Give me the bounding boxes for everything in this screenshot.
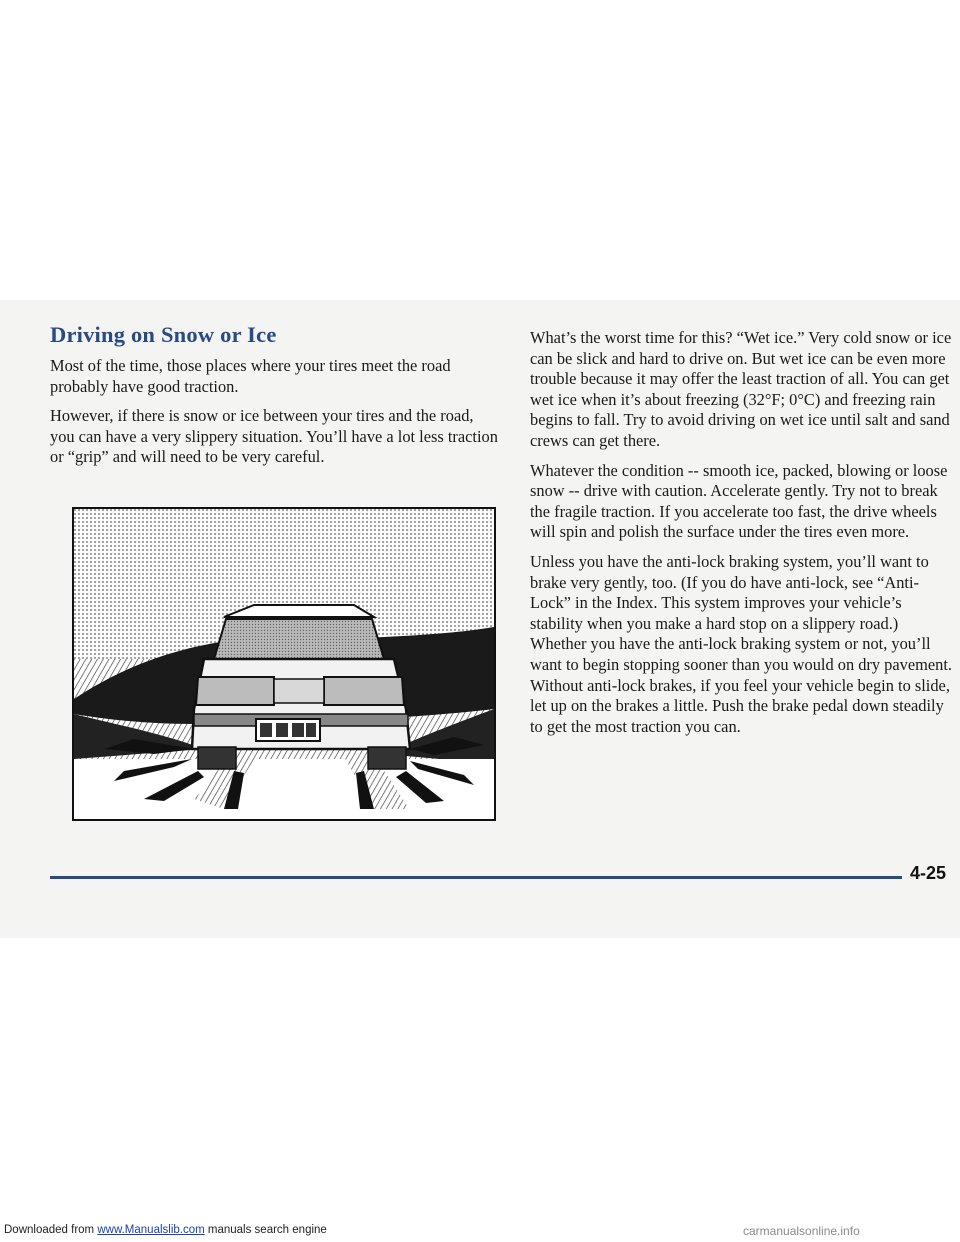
right-column bbox=[530, 328, 954, 746]
page-number: 4-25 bbox=[910, 863, 947, 883]
footer-prefix: Downloaded from bbox=[4, 1224, 98, 1236]
section-title: Driving on Snow or Ice bbox=[50, 322, 277, 347]
right-paragraph-2: Whatever the condition -- smooth ice, packed, blowing or loose snow -- drive with caution. Accelerate gently. Try not to break the fragile traction. If you accelerate too fast, the drive wheels will spin and polish the surface under the tires even more. bbox=[530, 460, 948, 542]
left-paragraph-1: Most of the time, those places where your tires meet the road probably have good traction. bbox=[50, 356, 451, 396]
right-paragraph-3: Unless you have the anti-lock braking system, you’ll want to brake very gently, too. (If you do have anti-lock, see “Anti-Lock” in the Index. This system improves your vehicle’s stability when you make a hard stop on a slippery road.) Whether you have the anti-lock braking system or not, you’ll want to begin stopping sooner than you would on dry pavement. Without anti-lock brakes, if you feel your vehicle begin to slide, let up on the brakes a little. Push the brake pedal down steadily to get the most traction you can. bbox=[530, 551, 952, 736]
download-footer bbox=[4, 1224, 327, 1236]
page-bottom-rule bbox=[50, 876, 902, 879]
left-column bbox=[50, 322, 500, 477]
right-paragraph-1: What’s the worst time for this? “Wet ice.” Very cold snow or ice can be slick and hard to drive on. But wet ice can be even more trouble because it may offer the least traction of all. You can get wet ice when it’s about freezing (32°F; 0°C) and freezing rain begins to fall. Try to avoid driving on wet ice until salt and sand crews can get there. bbox=[530, 328, 952, 450]
manualslib-link[interactable]: www.Manualslib.com bbox=[97, 1224, 205, 1236]
car-on-snow-illustration bbox=[72, 507, 496, 821]
footer-suffix: manuals search engine bbox=[204, 1224, 327, 1236]
car-rear-view-drawing bbox=[74, 509, 494, 819]
watermark-text: carmanualsonline.info bbox=[743, 1224, 860, 1238]
left-paragraph-2: However, if there is snow or ice between your tires and the road, you can have a very slippery situation. You’ll have a lot less traction or “grip” and will need to be very careful. bbox=[50, 406, 498, 467]
